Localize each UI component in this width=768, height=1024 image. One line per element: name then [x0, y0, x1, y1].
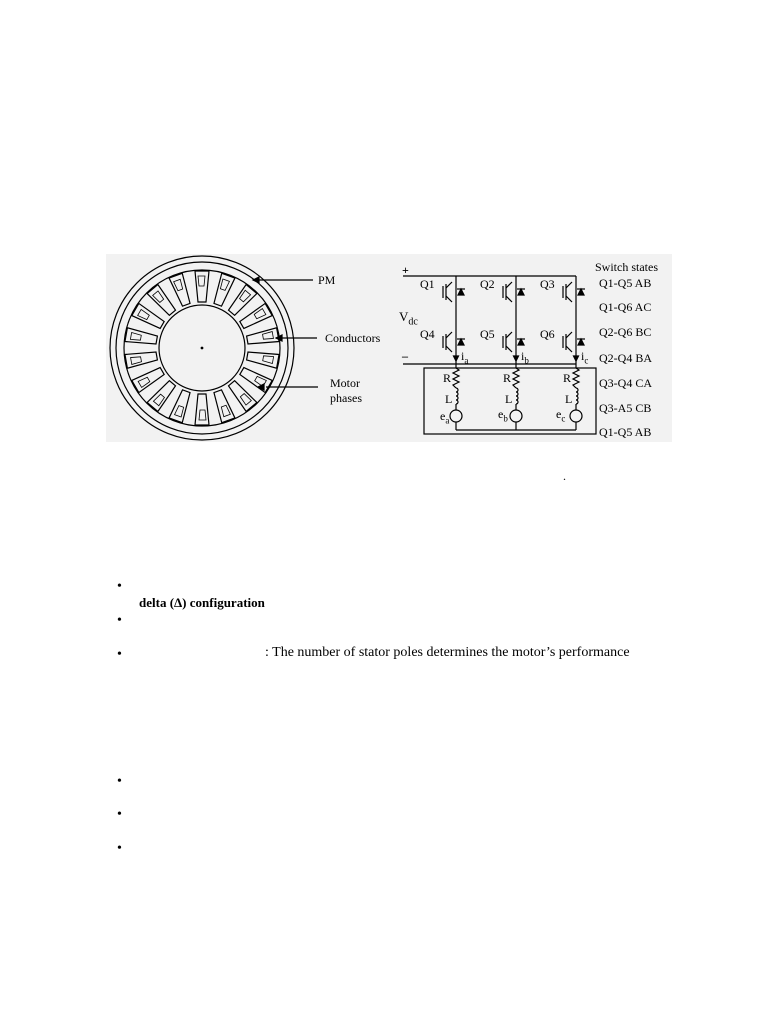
switch-state-row: Q3-Q4 CA [599, 376, 652, 390]
r-label-c: R [563, 371, 572, 385]
conductors-label: Conductors [325, 331, 381, 345]
motor-phases-label-line2: phases [330, 391, 362, 405]
ec-label: $e_c$ [556, 407, 566, 424]
q3-label: Q3 [540, 277, 555, 291]
bullet-marker: • [117, 774, 122, 789]
figure-graphic [106, 254, 672, 442]
switch-states-title: Switch states [595, 260, 658, 274]
q6-label: Q6 [540, 327, 555, 341]
dc-minus-label: – [402, 349, 408, 363]
pm-label: PM [318, 273, 336, 287]
bullet-marker: • [117, 647, 122, 662]
ea-label: $e_a$ [440, 409, 450, 426]
bullet-marker: • [117, 807, 122, 822]
r-label-b: R [503, 371, 512, 385]
q1-label: Q1 [420, 277, 435, 291]
switch-state-row: Q2-Q6 BC [599, 325, 652, 339]
switch-state-row: Q2-Q4 BA [599, 351, 652, 365]
eb-label: $e_b$ [498, 407, 508, 424]
motor-phases-label-line1: Motor [330, 376, 360, 390]
bldc-motor-figure [106, 254, 672, 442]
bullet-marker: • [117, 613, 122, 628]
l-label-c: L [565, 392, 573, 406]
stray-dot: . [563, 469, 566, 483]
switch-state-row: Q1-Q5 AB [599, 276, 652, 290]
q4-label: Q4 [420, 327, 435, 341]
bullet-marker: • [117, 579, 122, 594]
q5-label: Q5 [480, 327, 495, 341]
ic-label: $i_c$ [581, 349, 589, 366]
q2-label: Q2 [480, 277, 495, 291]
stator-poles-text: : The number of stator poles determines the motor’s performance [265, 645, 630, 660]
vdc-label: $V_{dc}$ [399, 309, 418, 328]
r-label-a: R [443, 371, 452, 385]
switch-state-row: Q1-Q6 AC [599, 300, 652, 314]
bullet-marker: • [117, 841, 122, 856]
delta-configuration-text: delta (Δ) configuration [139, 595, 265, 610]
ib-label: $i_b$ [521, 349, 529, 366]
switch-state-row: Q1-Q5 AB [599, 425, 652, 439]
ia-label: $i_a$ [461, 349, 469, 366]
switch-state-row: Q3-A5 CB [599, 401, 652, 415]
l-label-a: L [445, 392, 453, 406]
dc-plus-label: + [402, 263, 409, 277]
l-label-b: L [505, 392, 513, 406]
